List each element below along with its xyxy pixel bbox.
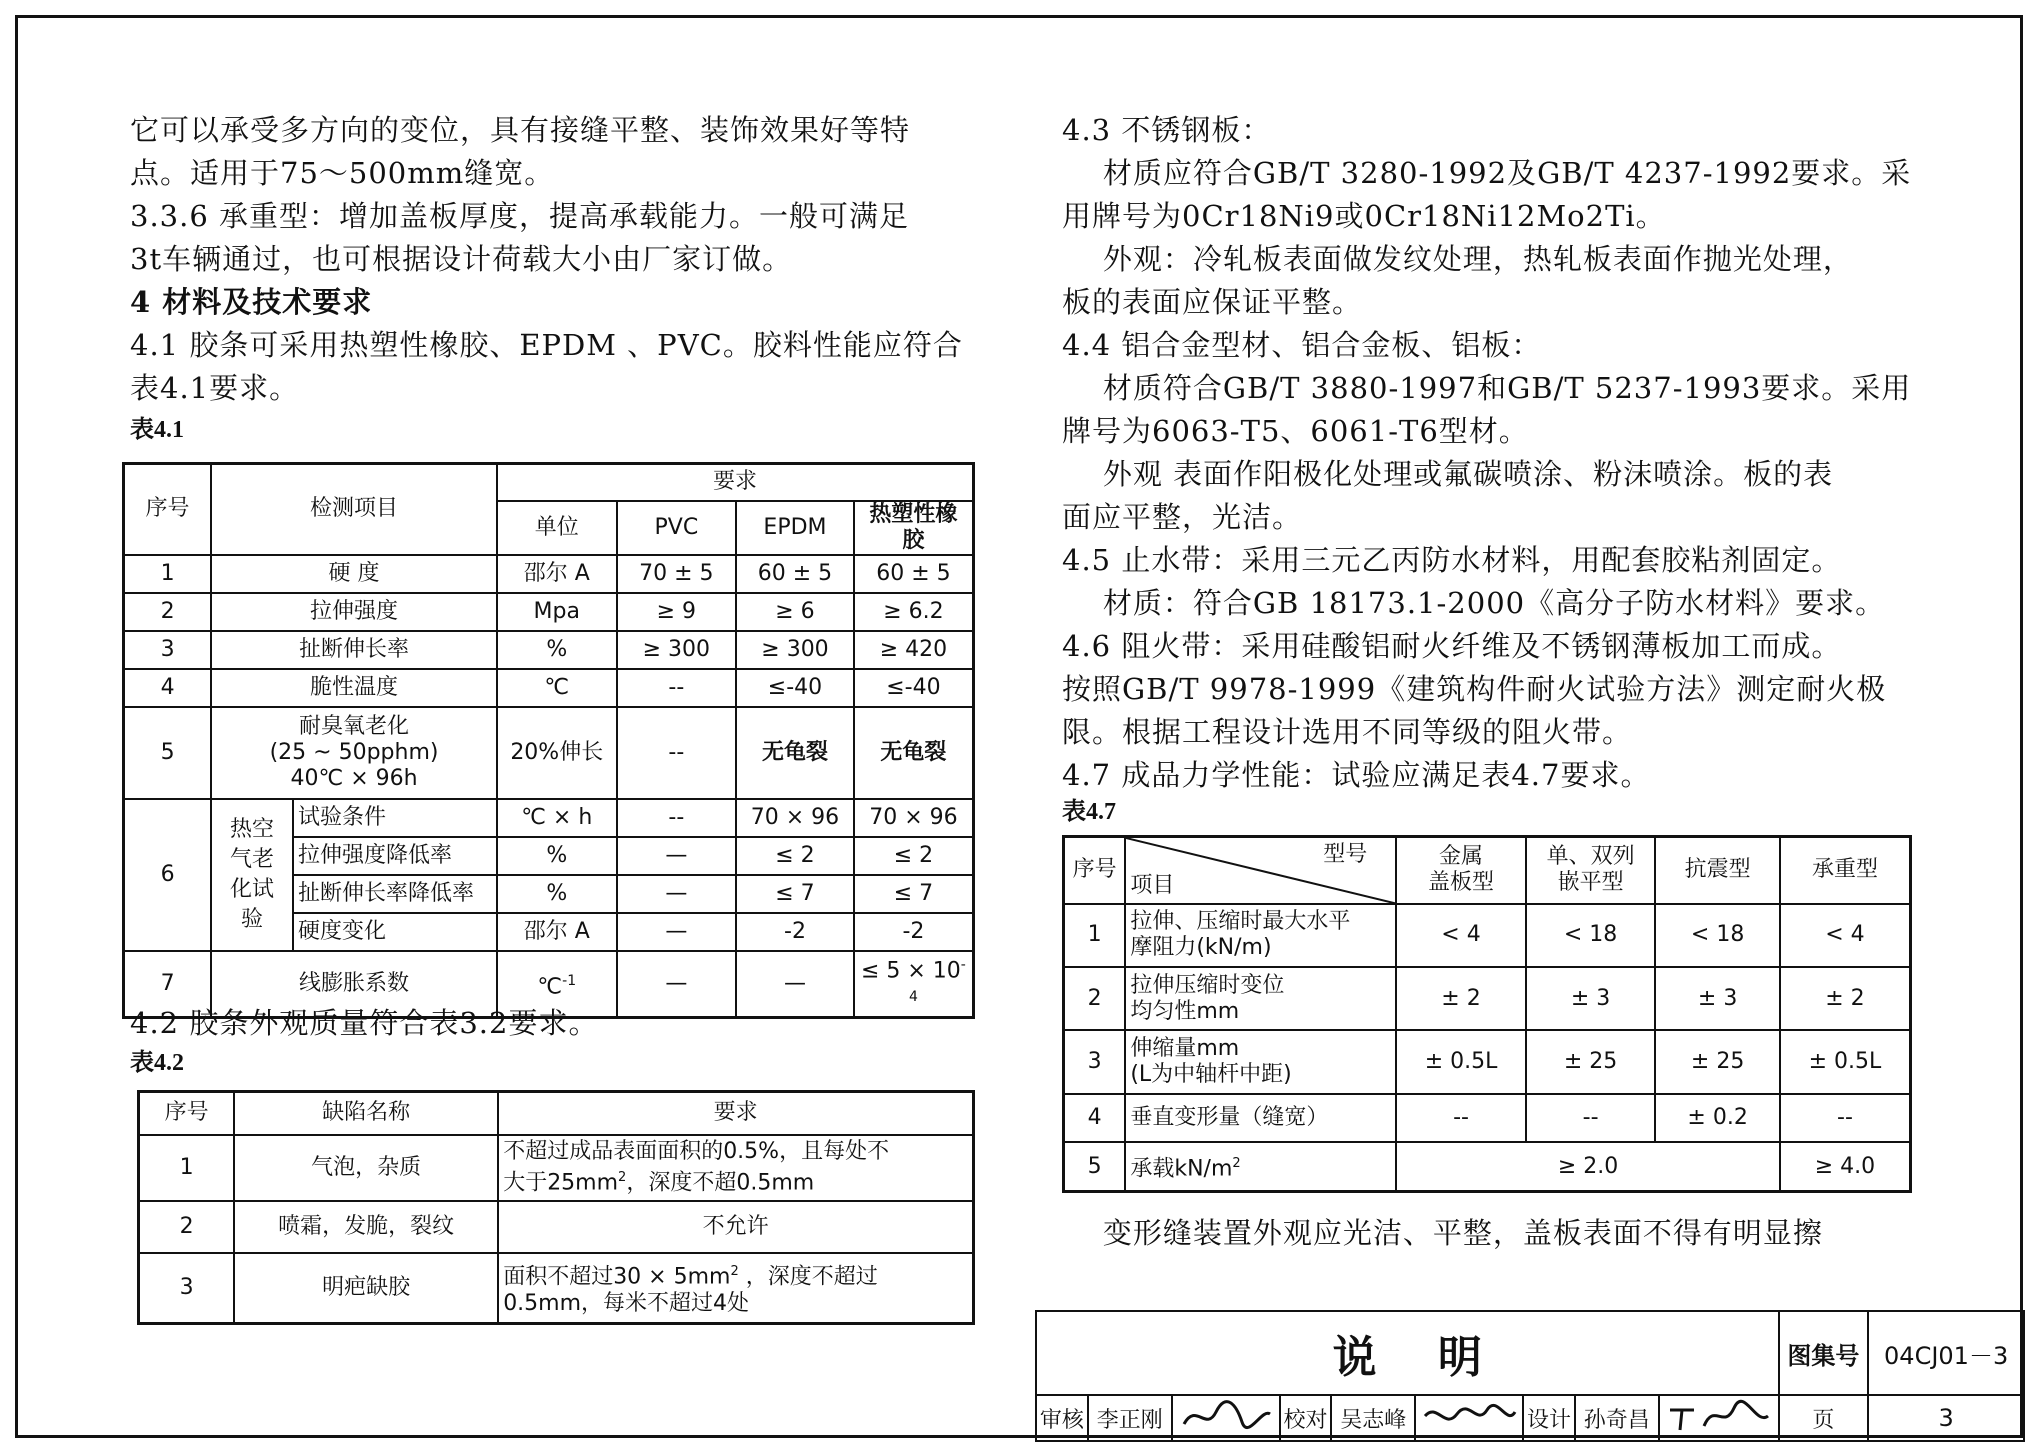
t47-line: 均匀性mm	[1130, 998, 1240, 1024]
t47-cell: ± 2	[1396, 967, 1526, 1030]
design-label: 设计	[1523, 1395, 1575, 1441]
table-row	[1064, 1094, 1911, 1143]
table-row	[124, 631, 974, 669]
t41-cell: ≥ 300	[736, 631, 854, 669]
t47-cell: ± 25	[1655, 1030, 1780, 1093]
table-row	[1064, 904, 1911, 967]
table-row	[139, 1253, 974, 1323]
t41-cell-line: (25 ~ 50pphm)	[269, 739, 439, 765]
t41-cell: 1	[124, 555, 212, 593]
t41-header-req: 要求	[497, 464, 974, 501]
t42-line	[503, 1165, 968, 1196]
t41-cell: 20%伸长	[497, 707, 617, 799]
table-row	[124, 555, 974, 593]
t47-cell: ± 0.5L	[1780, 1030, 1911, 1093]
t41-cell: ≤ 7	[736, 875, 854, 913]
t41-cell: 60 ± 5	[854, 555, 974, 593]
atlas-number: 04CJ01－3	[1868, 1311, 2024, 1395]
t41-cell: ≥ 6	[736, 593, 854, 631]
t47-cell: 3	[1064, 1030, 1126, 1093]
t42-cell: 1	[139, 1135, 235, 1201]
t41-cell: 无龟裂	[736, 707, 854, 799]
t47-cell-item	[1125, 904, 1396, 967]
t47-header-c2	[1526, 837, 1656, 904]
t41-header-no: 序号	[124, 464, 212, 555]
t41-cell: 邵尔 A	[497, 555, 617, 593]
atlas-number-label: 图集号	[1779, 1311, 1869, 1395]
t41-cell: ≥ 420	[854, 631, 974, 669]
right-line-3: 用牌号为0Cr18Ni9或0Cr18Ni12Mo2Ti。	[1062, 199, 1666, 233]
t42-line: 不超过成品表面面积的0.5%，且每处不	[503, 1139, 890, 1165]
right-line-10: 面应平整，光洁。	[1062, 500, 1303, 534]
t41-cell-line: 耐臭氧老化	[299, 713, 410, 739]
t41-cell: 4	[124, 669, 212, 707]
signature-image	[1419, 1396, 1519, 1436]
t41-cell: 70 × 96	[854, 799, 974, 837]
designer-name: 孙奇昌	[1575, 1395, 1659, 1441]
table41-caption: 表4.1	[130, 417, 184, 443]
t41-header-epdm: EPDM	[736, 501, 854, 555]
t41-cell: ≥ 9	[617, 593, 737, 631]
t42-sup: 2	[730, 1264, 739, 1280]
check-label: 校对	[1280, 1395, 1332, 1441]
t41-cell: 线膨胀系数	[211, 951, 497, 1018]
right-line-4: 外观：冷轧板表面做发纹处理，热轧板表面作抛光处理，	[1062, 242, 1853, 276]
t47-line: 拉伸、压缩时最大水平	[1130, 909, 1351, 935]
t41-header-pvc: PVC	[617, 501, 737, 555]
t47-cell: ± 25	[1526, 1030, 1656, 1093]
t47-header-item: 项目	[1130, 872, 1175, 898]
t41-cell: —	[617, 837, 737, 875]
title-block	[1035, 1310, 2025, 1442]
t41-cell: 无龟裂	[854, 707, 974, 799]
t41-cell-line: 40℃ × 96h	[290, 765, 418, 791]
t47-line: 伸缩量mm	[1130, 1035, 1240, 1061]
table-4-7	[1062, 835, 1912, 1193]
checker-name: 吴志峰	[1331, 1395, 1415, 1441]
right-line-15: 限。根据工程设计选用不同等级的阻火带。	[1062, 715, 1633, 749]
t41-cell: 7	[124, 951, 212, 1018]
t41-tpr-sup: -4	[908, 956, 966, 1005]
right-line-1: 4.3 不锈钢板：	[1062, 113, 1272, 147]
review-label: 审核	[1036, 1395, 1088, 1441]
right-line-7: 材质符合GB/T 3880-1997和GB/T 5237-1993要求。采用	[1062, 371, 1912, 405]
t47-header-c4: 承重型	[1780, 837, 1911, 904]
t41-cell: 60 ± 5	[736, 555, 854, 593]
t41-cell-tpr-sup	[854, 951, 974, 1018]
t42-line: 0.5mm，每米不超过4处	[503, 1290, 750, 1316]
t41-cell: ≥ 300	[617, 631, 737, 669]
t47-text: 承载kN/m	[1130, 1156, 1233, 1182]
right-line-9: 外观 表面作阳极化处理或氟碳喷涂、粉沫喷涂。板的表	[1062, 457, 1834, 491]
t47-line: 摩阻力(kN/m)	[1130, 935, 1272, 961]
t47-sup: 2	[1232, 1156, 1241, 1172]
section-heading-4: 4 材料及技术要求	[130, 285, 373, 319]
t41-cell: --	[617, 669, 737, 707]
right-line-12: 材质：符合GB 18173.1-2000《高分子防水材料》要求。	[1062, 586, 1886, 620]
t42-cell: 喷霜，发脆，裂纹	[234, 1201, 498, 1253]
right-line-14: 按照GB/T 9978-1999《建筑构件耐火试验方法》测定耐火极	[1062, 672, 1887, 706]
t41-cell: 2	[124, 593, 212, 631]
t41-cell: 邵尔 A	[497, 913, 617, 951]
t41-cell: -2	[736, 913, 854, 951]
t47-cell: 4	[1064, 1094, 1126, 1143]
page-label: 页	[1779, 1395, 1869, 1441]
t42-text: 面积不超过30 × 5mm	[503, 1264, 731, 1290]
t47-header-no: 序号	[1064, 837, 1126, 904]
t42-cell: 不允许	[498, 1201, 973, 1253]
right-line-6: 4.4 铝合金型材、铝合金板、铝板：	[1062, 328, 1542, 362]
title-block-title: 说 明	[1036, 1311, 1779, 1395]
t41-cell: 脆性温度	[211, 669, 497, 707]
right-line-2: 材质应符合GB/T 3280-1992及GB/T 4237-1992要求。采	[1062, 156, 1912, 190]
t41-cell: —	[617, 913, 737, 951]
t41-cell: —	[736, 951, 854, 1018]
t42-cell: 明疤缺胶	[234, 1253, 498, 1323]
t41-cell-heat-aging-group: 热空气老化试验	[211, 799, 293, 951]
left-line-1: 它可以承受多方向的变位，具有接缝平整、装饰效果好等特	[130, 113, 911, 147]
checker-signature	[1415, 1395, 1523, 1441]
t42-cell: 2	[139, 1201, 235, 1253]
table47-caption: 表4.7	[1062, 799, 1116, 825]
left-line-3: 3.3.6 承重型：增加盖板厚度，提高承载能力。一般可满足	[130, 199, 910, 233]
t41-cell: ℃ × h	[497, 799, 617, 837]
t42-text: 大于25mm	[503, 1170, 619, 1196]
t41-cell: 70 ± 5	[617, 555, 737, 593]
t47-line: 拉伸压缩时变位	[1130, 972, 1285, 998]
t41-cell: 3	[124, 631, 212, 669]
signature-image	[1176, 1396, 1276, 1436]
t47-cell-item	[1125, 1030, 1396, 1093]
t47-h-line: 盖板型	[1428, 870, 1495, 896]
t42-cell: 3	[139, 1253, 235, 1323]
right-line-16: 4.7 成品力学性能：试验应满足表4.7要求。	[1062, 758, 1651, 792]
t42-header-req: 要求	[498, 1092, 973, 1135]
t47-h-line: 单、双列	[1546, 844, 1635, 870]
table-4-2	[137, 1090, 975, 1325]
t41-cell: 硬 度	[211, 555, 497, 593]
t47-h-line: 金属	[1439, 844, 1484, 870]
t47-header-type: 型号	[1323, 842, 1368, 867]
t41-tpr-text: ≤ 5 × 10	[860, 957, 961, 983]
t47-header-c1	[1396, 837, 1526, 904]
t41-cell: -2	[854, 913, 974, 951]
t41-cell: 试验条件	[293, 799, 497, 837]
left-line-2: 点。适用于75～500mm缝宽。	[130, 156, 555, 190]
t47-cell: ± 2	[1780, 967, 1911, 1030]
table-row	[124, 799, 974, 837]
t47-cell: --	[1396, 1094, 1526, 1143]
t41-cell: ≤ 2	[854, 837, 974, 875]
t42-sup: 2	[618, 1170, 627, 1186]
t41-cell: 5	[124, 707, 212, 799]
t41-cell-ozone	[211, 707, 497, 799]
t42-cell: 气泡，杂质	[234, 1135, 498, 1201]
t41-cell: --	[617, 799, 737, 837]
designer-signature	[1659, 1395, 1779, 1441]
left-line-4-2: 4.2 胶条外观质量符合表3.2要求。	[130, 1006, 599, 1040]
t41-cell: %	[497, 875, 617, 913]
t41-unit-text: ℃	[537, 973, 563, 999]
right-line-11: 4.5 止水带：采用三元乙丙防水材料，用配套胶粘剂固定。	[1062, 543, 1842, 577]
t41-cell: —	[617, 951, 737, 1018]
t47-cell: < 18	[1526, 904, 1656, 967]
t41-cell: ≤-40	[736, 669, 854, 707]
t41-header-unit: 单位	[497, 501, 617, 555]
table-row	[124, 593, 974, 631]
left-line-7: 表4.1要求。	[130, 371, 300, 405]
t41-cell: 拉伸强度降低率	[293, 837, 497, 875]
right-line-13: 4.6 阻火带：采用硅酸铝耐火纤维及不锈钢薄板加工而成。	[1062, 629, 1842, 663]
t41-cell: 硬度变化	[293, 913, 497, 951]
t47-cell: ± 0.5L	[1396, 1030, 1526, 1093]
t47-cell: ± 0.2	[1655, 1094, 1780, 1143]
t42-line	[503, 1259, 968, 1290]
t47-cell: ≥ 4.0	[1780, 1142, 1911, 1191]
t47-cell-item	[1125, 967, 1396, 1030]
t41-cell: 扯断伸长率	[211, 631, 497, 669]
table42-caption: 表4.2	[130, 1050, 184, 1076]
t41-cell: —	[617, 875, 737, 913]
t41-cell: %	[497, 631, 617, 669]
t41-cell: 扯断伸长率降低率	[293, 875, 497, 913]
t47-cell: 5	[1064, 1142, 1126, 1191]
t47-cell: --	[1780, 1094, 1911, 1143]
t41-cell: ≤ 2	[736, 837, 854, 875]
t47-cell: < 4	[1780, 904, 1911, 967]
t41-cell: 6	[124, 799, 212, 951]
left-line-6: 4.1 胶条可采用热塑性橡胶、EPDM 、PVC。胶料性能应符合	[130, 328, 963, 362]
table-row	[139, 1201, 974, 1253]
t41-cell: 拉伸强度	[211, 593, 497, 631]
t47-cell: 垂直变形量（缝宽）	[1125, 1094, 1396, 1143]
table-row	[124, 669, 974, 707]
t41-cell: ≤-40	[854, 669, 974, 707]
right-line-8: 牌号为6063-T5、6061-T6型材。	[1062, 414, 1529, 448]
table-row	[124, 707, 974, 799]
t47-header-diagonal	[1125, 837, 1396, 904]
t41-unit-sup: -1	[562, 972, 577, 989]
t42-header-no: 序号	[139, 1092, 235, 1135]
t41-header-tpr: 热塑性橡胶	[854, 501, 974, 555]
left-line-4: 3t车辆通过，也可根据设计荷载大小由厂家订做。	[130, 242, 793, 276]
signature-image	[1664, 1396, 1774, 1436]
t41-cell: 70 × 96	[736, 799, 854, 837]
reviewer-name: 李正刚	[1088, 1395, 1172, 1441]
t47-cell: < 18	[1655, 904, 1780, 967]
t47-cell-item	[1125, 1142, 1396, 1191]
table-row	[1064, 1030, 1911, 1093]
t47-cell: < 4	[1396, 904, 1526, 967]
t47-line: (L为中轴杆中距)	[1130, 1061, 1292, 1087]
t47-cell: ≥ 2.0	[1396, 1142, 1780, 1191]
table-4-1	[122, 462, 975, 1019]
t42-text: ，深度不超过	[738, 1264, 878, 1290]
t47-header-c3: 抗震型	[1655, 837, 1780, 904]
t41-cell: Mpa	[497, 593, 617, 631]
right-closing-line: 变形缝装置外观应光洁、平整，盖板表面不得有明显擦	[1062, 1216, 1823, 1250]
t41-cell: ≤ 7	[854, 875, 974, 913]
t47-cell: 1	[1064, 904, 1126, 967]
t47-cell: ± 3	[1655, 967, 1780, 1030]
page-number: 3	[1868, 1395, 2024, 1441]
table-row	[1064, 967, 1911, 1030]
t41-header-item: 检测项目	[211, 464, 497, 555]
t42-header-name: 缺陷名称	[234, 1092, 498, 1135]
reviewer-signature	[1172, 1395, 1280, 1441]
t42-cell-req	[498, 1135, 973, 1201]
t47-h-line: 嵌平型	[1557, 870, 1624, 896]
right-line-5: 板的表面应保证平整。	[1062, 285, 1363, 319]
t41-cell: ℃	[497, 669, 617, 707]
t42-cell-req	[498, 1253, 973, 1323]
t42-text: ，深度不超0.5mm	[626, 1170, 815, 1196]
t47-cell: --	[1526, 1094, 1656, 1143]
t47-cell: 2	[1064, 967, 1126, 1030]
t41-cell: --	[617, 707, 737, 799]
t41-cell: %	[497, 837, 617, 875]
table-row	[139, 1135, 974, 1201]
t47-cell: ± 3	[1526, 967, 1656, 1030]
t41-cell: ≥ 6.2	[854, 593, 974, 631]
table-row	[1064, 1142, 1911, 1191]
